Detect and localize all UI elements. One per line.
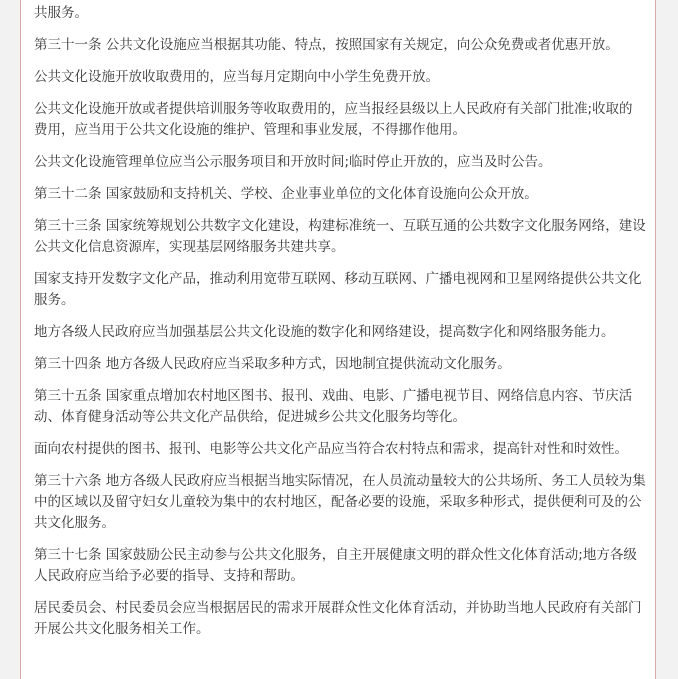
article-body (34, 3, 646, 651)
paragraph: 公共文化设施开放或者提供培训服务等收取费用的，应当报经县级以上人民政府有关部门批准;收取的费用，应当用于公共文化设施的维护、管理和事业发展，不得挪作他用。 (34, 101, 633, 138)
paragraph: 第三十一条 公共文化设施应当根据其功能、特点，按照国家有关规定，向公众免费或者优惠开放。 (34, 37, 619, 53)
paragraph: 面向农村提供的图书、报刊、电影等公共文化产品应当符合农村特点和需求，提高针对性和时效性。 (34, 441, 628, 457)
paragraph: 第三十七条 国家鼓励公民主动参与公共文化服务，自主开展健康文明的群众性文化体育活动;地方各级人民政府应当给予必要的指导、支持和帮助。 (34, 547, 637, 584)
paragraph: 国家支持开发数字文化产品，推动利用宽带互联网、移动互联网、广播电视网和卫星网络提供公共文化服务。 (34, 271, 642, 308)
paragraph: 第三十三条 国家统筹规划公共数字文化建设，构建标准统一、互联互通的公共数字文化服务网络，建设公共文化信息资源库，实现基层网络服务共建共享。 (34, 218, 646, 255)
paragraph: 地方各级人民政府应当加强基层公共文化设施的数字化和网络建设，提高数字化和网络服务能力。 (34, 324, 615, 340)
paragraph: 公共文化设施开放收取费用的，应当每月定期向中小学生免费开放。 (34, 69, 439, 85)
paragraph: 第三十五条 国家重点增加农村地区图书、报刊、戏曲、电影、广播电视节目、网络信息内容、节庆活动、体育健身活动等公共文化产品供给，促进城乡公共文化服务均等化。 (34, 388, 633, 425)
paragraph: 共服务。 (34, 5, 88, 21)
paragraph: 第三十四条 地方各级人民政府应当采取多种方式，因地制宜提供流动文化服务。 (34, 356, 511, 372)
paragraph: 第三十二条 国家鼓励和支持机关、学校、企业事业单位的文化体育设施向公众开放。 (34, 186, 538, 202)
paragraph: 居民委员会、村民委员会应当根据居民的需求开展群众性文化体育活动，并协助当地人民政府有关部门开展公共文化服务相关工作。 (34, 600, 642, 637)
paragraph: 第三十六条 地方各级人民政府应当根据当地实际情况，在人员流动量较大的公共场所、务工人员较为集中的区域以及留守妇女儿童较为集中的农村地区，配备必要的设施，采取多种形式，提供便利可及的公共文化服务。 (34, 473, 646, 531)
paragraph: 公共文化设施管理单位应当公示服务项目和开放时间;临时停止开放的，应当及时公告。 (34, 154, 552, 170)
document-page (20, 0, 656, 679)
